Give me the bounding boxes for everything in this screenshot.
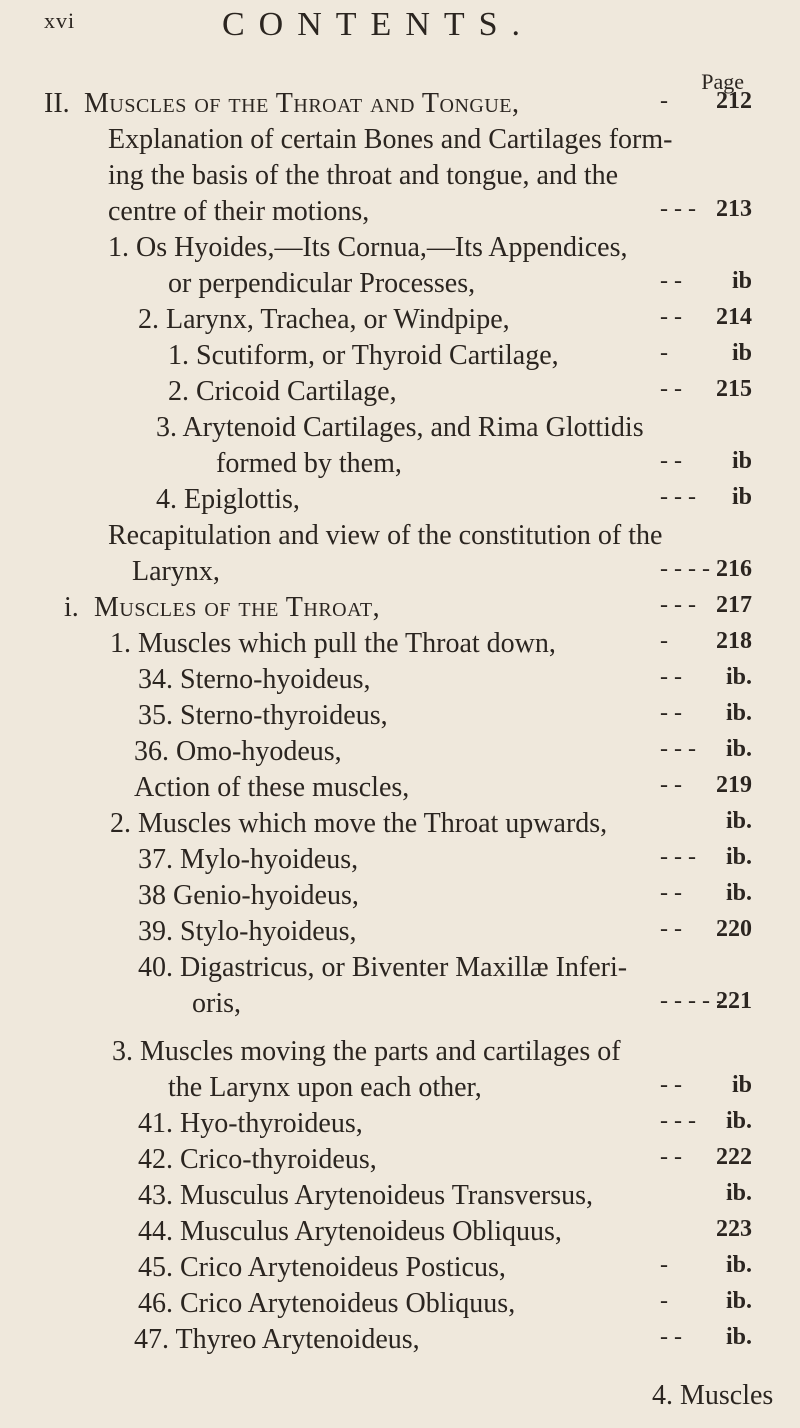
entry-leaders: - - [660,700,682,726]
contents-entry [0,700,800,740]
contents-entry [0,448,800,488]
contents-entry [0,520,800,560]
catchword: 4. Muscles [652,1380,774,1411]
entry-page: ib. [725,808,752,834]
page-header [0,8,800,48]
contents-entry [0,376,800,416]
contents-entry [0,412,800,452]
entry-leaders: - [660,340,668,366]
entry-text: 3. Muscles moving the parts and cartilages of [112,1036,621,1067]
entry-page: ib. [725,1252,752,1278]
entry-page: 217 [716,592,752,618]
entry-text: formed by them, [216,448,402,479]
entry-text: 2. Muscles which move the Throat upwards, [110,808,608,839]
entry-text: or perpendicular Processes, [168,268,476,299]
entry-text: 34. Sterno-hyoideus, [138,664,371,695]
entry-page: 221 [716,988,752,1014]
entry-leaders: - - - [660,592,696,618]
entry-leaders: - - - [660,484,696,510]
entry-text: 42. Crico-thyroideus, [138,1144,377,1175]
entry-page: 218 [716,628,752,654]
contents-entry [0,196,800,236]
entry-text: 43. Musculus Arytenoideus Transversus, [138,1180,594,1211]
entry-text: 40. Digastricus, or Biventer Maxillæ Inferi- [138,952,628,983]
entry-page: ib. [725,844,752,870]
entry-leaders: - - [660,1072,682,1098]
entry-page: ib [731,448,752,474]
contents-entry [0,304,800,344]
contents-entry [0,844,800,884]
entry-page: ib [731,484,752,510]
entry-page: ib. [725,1180,752,1206]
entry-text: 1. Scutiform, or Thyroid Cartilage, [168,340,559,371]
entry-leaders: - - [660,1144,682,1170]
entry-text: Action of these muscles, [134,772,410,803]
contents-entry [0,340,800,380]
contents-entry [0,1180,800,1220]
entry-page: 222 [716,1144,752,1170]
entry-leaders: - - [660,772,682,798]
entry-leaders: - - [660,880,682,906]
entry-leaders: - - - [660,196,696,222]
entry-text: Muscles of the Throat, [94,592,381,623]
contents-entry [0,1216,800,1256]
entry-text: centre of their motions, [108,196,370,227]
entry-text: 36. Omo-hyodeus, [134,736,342,767]
entry-text: Explanation of certain Bones and Cartilages form- [108,124,673,155]
contents-entry [0,88,800,128]
entry-page: 213 [716,196,752,222]
entry-leaders: - [660,628,668,654]
entry-page: ib. [725,1324,752,1350]
contents-entry [0,808,800,848]
entry-text: 1. Muscles which pull the Throat down, [110,628,556,659]
contents-entry [0,736,800,776]
entry-text: oris, [192,988,241,1019]
entry-leaders: - - - [660,844,696,870]
entry-text: 38 Genio-hyoideus, [138,880,359,911]
entry-page: ib [731,1072,752,1098]
contents-entry [0,1108,800,1148]
page-column-heading: Page [701,69,744,94]
contents-entry [0,628,800,668]
entry-leaders: - - [660,448,682,474]
entry-text: 2. Cricoid Cartilage, [168,376,397,407]
entry-page: 220 [716,916,752,942]
entry-leaders: - [660,1288,668,1314]
contents-entry [0,880,800,920]
contents-entry [0,484,800,524]
entry-leaders: - - - - - [660,988,724,1014]
contents-entry [0,664,800,704]
entry-page: 215 [716,376,752,402]
contents-entry [0,556,800,596]
entry-page: ib. [725,664,752,690]
contents-entry [0,1036,800,1076]
entry-leaders: - - [660,916,682,942]
entry-leaders: - - [660,1324,682,1350]
entry-page: ib. [725,1108,752,1134]
entry-leaders: - - - [660,1108,696,1134]
contents-entry [0,916,800,956]
entry-leaders: - [660,1252,668,1278]
entry-page: 219 [716,772,752,798]
entry-prefix: II. [44,88,70,119]
folio-number: xvi [44,8,76,33]
running-title: CONTENTS. [222,6,535,43]
entry-page: 212 [716,88,752,114]
entry-text: 45. Crico Arytenoideus Posticus, [138,1252,506,1283]
entry-text: the Larynx upon each other, [168,1072,482,1103]
entry-page: ib. [725,736,752,762]
entry-page: 214 [716,304,752,330]
entry-text: 37. Mylo-hyoideus, [138,844,359,875]
contents-entry [0,124,800,164]
entry-page: 223 [716,1216,752,1242]
entry-page: ib. [725,700,752,726]
entry-leaders: - - [660,304,682,330]
entry-leaders: - - [660,664,682,690]
entry-text: 44. Musculus Arytenoideus Obliquus, [138,1216,562,1247]
contents-entry [0,268,800,308]
entry-text: Muscles of the Throat and Tongue, [84,88,520,119]
contents-entry [0,1324,800,1364]
contents-entry [0,232,800,272]
entry-leaders: - - [660,268,682,294]
entry-leaders: - [660,88,668,114]
contents-entry [0,772,800,812]
contents-entry [0,1144,800,1184]
entry-page: ib [731,340,752,366]
entry-text: 39. Stylo-hyoideus, [138,916,357,947]
contents-entry [0,1252,800,1292]
entry-text: 4. Epiglottis, [156,484,300,515]
entry-text: Recapitulation and view of the constitution of the [108,520,663,551]
contents-entry [0,592,800,632]
entry-text: 46. Crico Arytenoideus Obliquus, [138,1288,516,1319]
entry-page: ib. [725,880,752,906]
entry-prefix: i. [64,592,79,623]
entry-leaders: - - - [660,736,696,762]
entry-text: 41. Hyo-thyroideus, [138,1108,363,1139]
entry-text: Larynx, [132,556,220,587]
contents-entry [0,160,800,200]
entry-page: ib [731,268,752,294]
contents-entry [0,1072,800,1112]
entry-text: 47. Thyreo Arytenoideus, [134,1324,420,1355]
contents-entry [0,1288,800,1328]
entry-page: 216 [716,556,752,582]
entry-leaders: - - [660,376,682,402]
entry-text: 3. Arytenoid Cartilages, and Rima Glottidis [156,412,644,443]
entry-text: 1. Os Hyoides,—Its Cornua,—Its Appendices, [108,232,628,263]
entry-leaders: - - - - [660,556,710,582]
entry-text: 35. Sterno-thyroideus, [138,700,388,731]
contents-entry [0,988,800,1028]
entry-text: ing the basis of the throat and tongue, and the [108,160,619,191]
contents-entry [0,952,800,992]
entry-page: ib. [725,1288,752,1314]
entry-text: 2. Larynx, Trachea, or Windpipe, [138,304,510,335]
